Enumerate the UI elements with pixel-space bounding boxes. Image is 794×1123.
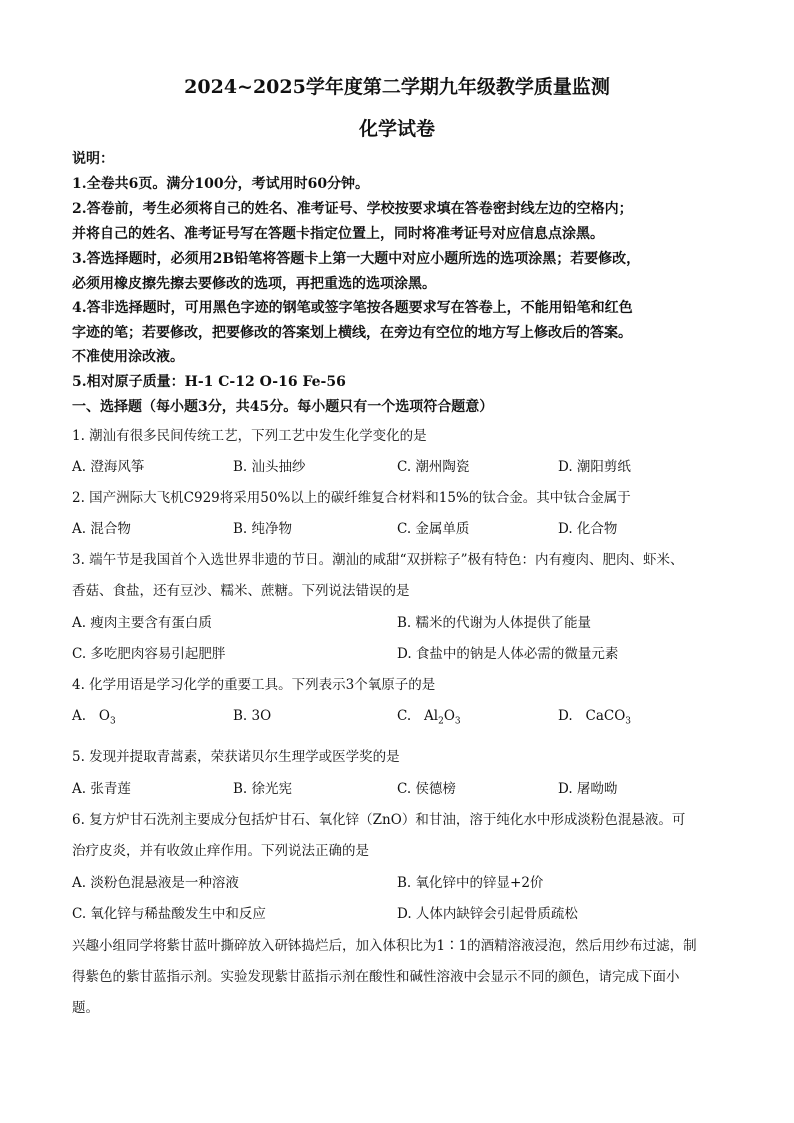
question-4-option-b: B. 3O bbox=[233, 708, 272, 724]
question-3-stem: 香菇、食盐，还有豆沙、糯米、蔗糖。下列说法错误的是 bbox=[72, 583, 410, 599]
question-3-option-d: D. 食盐中的钠是人体必需的微量元素 bbox=[397, 646, 619, 662]
formula-symbol: O bbox=[98, 708, 110, 724]
passage-line: 得紫色的紫甘蓝指示剂。实验发现紫甘蓝指示剂在酸性和碱性溶液中会显示不同的颜色，请完成下面小 bbox=[72, 969, 680, 985]
question-6-stem: 6. 复方炉甘石洗剂主要成分包括炉甘石、氧化锌（ZnO）和甘油，溶于纯化水中形成淡粉色混悬液。可 bbox=[72, 812, 686, 828]
question-1-option-d: D. 潮阳剪纸 bbox=[558, 459, 631, 475]
question-3-stem: 3. 端午节是我国首个入选世界非遗的节日。潮汕的咸甜“双拼粽子”极有特色：内有瘦肉、肥肉、虾米、 bbox=[72, 552, 684, 568]
question-1-option-a: A. 澄海风筝 bbox=[72, 459, 145, 475]
question-2-option-c: C. 金属单质 bbox=[397, 521, 470, 537]
question-1-stem: 1. 潮汕有很多民间传统工艺，下列工艺中发生化学变化的是 bbox=[72, 428, 427, 444]
question-1-option-c: C. 潮州陶瓷 bbox=[397, 459, 470, 475]
question-2-option-b: B. 纯净物 bbox=[233, 521, 293, 537]
question-6-option-c: C. 氧化锌与稀盐酸发生中和反应 bbox=[72, 906, 266, 922]
question-2-option-a: A. 混合物 bbox=[72, 521, 131, 537]
question-6-stem: 治疗皮炎，并有收敛止痒作用。下列说法正确的是 bbox=[72, 843, 369, 859]
question-4-option-c bbox=[397, 708, 461, 727]
question-1-option-b: B. 汕头抽纱 bbox=[233, 459, 306, 475]
exam-subtitle: 化学试卷 bbox=[358, 118, 435, 140]
question-5-option-d: D. 屠呦呦 bbox=[558, 781, 618, 797]
question-5-option-b: B. 徐光宪 bbox=[233, 781, 293, 797]
question-5-stem: 5. 发现并提取青蒿素，荣获诺贝尔生理学或医学奖的是 bbox=[72, 749, 400, 765]
instruction-line: 不准使用涂改液。 bbox=[72, 349, 184, 365]
question-2-option-d: D. 化合物 bbox=[558, 521, 618, 537]
question-6-option-d: D. 人体内缺锌会引起骨质疏松 bbox=[397, 906, 578, 922]
formula-subscript: 3 bbox=[454, 716, 461, 727]
formula-symbol: CaCO bbox=[585, 708, 626, 724]
question-6-option-a: A. 淡粉色混悬液是一种溶液 bbox=[72, 875, 239, 891]
question-4-option-a bbox=[72, 708, 116, 727]
option-label: C. bbox=[397, 708, 412, 724]
question-4-stem: 4. 化学用语是学习化学的重要工具。下列表示3个氧原子的是 bbox=[72, 677, 436, 693]
question-3-option-b: B. 糯米的代谢为人体提供了能量 bbox=[397, 615, 592, 631]
formula-subscript: 3 bbox=[110, 716, 116, 727]
instruction-line: 5.相对原子质量：H-1 C-12 O-16 Fe-56 bbox=[72, 374, 346, 390]
instruction-line: 2.答卷前，考生必须将自己的姓名、准考证号、学校按要求填在答卷密封线左边的空格内； bbox=[72, 201, 633, 217]
instruction-line: 必须用橡皮擦先擦去要修改的选项，再把重选的选项涂黑。 bbox=[72, 276, 436, 292]
formula-subscript: 3 bbox=[625, 716, 632, 727]
question-6-option-b: B. 氧化锌中的锌显+2价 bbox=[397, 875, 544, 891]
instruction-line: 4.答非选择题时，可用黑色字迹的钢笔或签字笔按各题要求写在答卷上，不能用铅笔和红色 bbox=[72, 300, 633, 316]
question-5-option-c: C. 侯德榜 bbox=[397, 781, 456, 797]
option-label: A. bbox=[72, 708, 87, 724]
formula-subscript: 2 bbox=[438, 716, 444, 727]
question-2-stem: 2. 国产洲际大飞机C929将采用50%以上的碳纤维复合材料和15%的钛合金。其中钛合金属于 bbox=[72, 490, 631, 506]
formula-symbol: O bbox=[443, 708, 455, 724]
instruction-line: 3.答选择题时，必须用2B铅笔将答题卡上第一大题中对应小题所选的选项涂黑；若要修改， bbox=[72, 251, 641, 267]
question-5-option-a: A. 张青莲 bbox=[72, 781, 131, 797]
formula-symbol: Al bbox=[424, 708, 439, 724]
instruction-line: 字迹的笔；若要修改，把要修改的答案划上横线，在旁边有空位的地方写上修改后的答案。 bbox=[72, 325, 632, 341]
instructions-heading: 说明： bbox=[72, 151, 114, 167]
section-heading: 一、选择题（每小题3分，共45分。每小题只有一个选项符合题意） bbox=[72, 399, 494, 415]
passage-line: 兴趣小组同学将紫甘蓝叶撕碎放入研钵捣烂后，加入体积比为1∶1的酒精溶液浸泡，然后用纱布过滤，制 bbox=[72, 938, 697, 954]
question-3-option-c: C. 多吃肥肉容易引起肥胖 bbox=[72, 646, 226, 662]
instruction-line: 1.全卷共6页。满分100分，考试用时60分钟。 bbox=[72, 176, 370, 192]
question-3-option-a: A. 瘦肉主要含有蛋白质 bbox=[72, 615, 212, 631]
exam-title: 2024~2025学年度第二学期九年级教学质量监测 bbox=[184, 76, 610, 98]
option-label: D. bbox=[558, 708, 573, 724]
question-4-option-d bbox=[558, 708, 631, 727]
passage-line: 题。 bbox=[72, 1000, 99, 1016]
instruction-line: 并将自己的姓名、准考证号写在答题卡指定位置上，同时将准考证号对应信息点涂黑。 bbox=[72, 226, 604, 242]
